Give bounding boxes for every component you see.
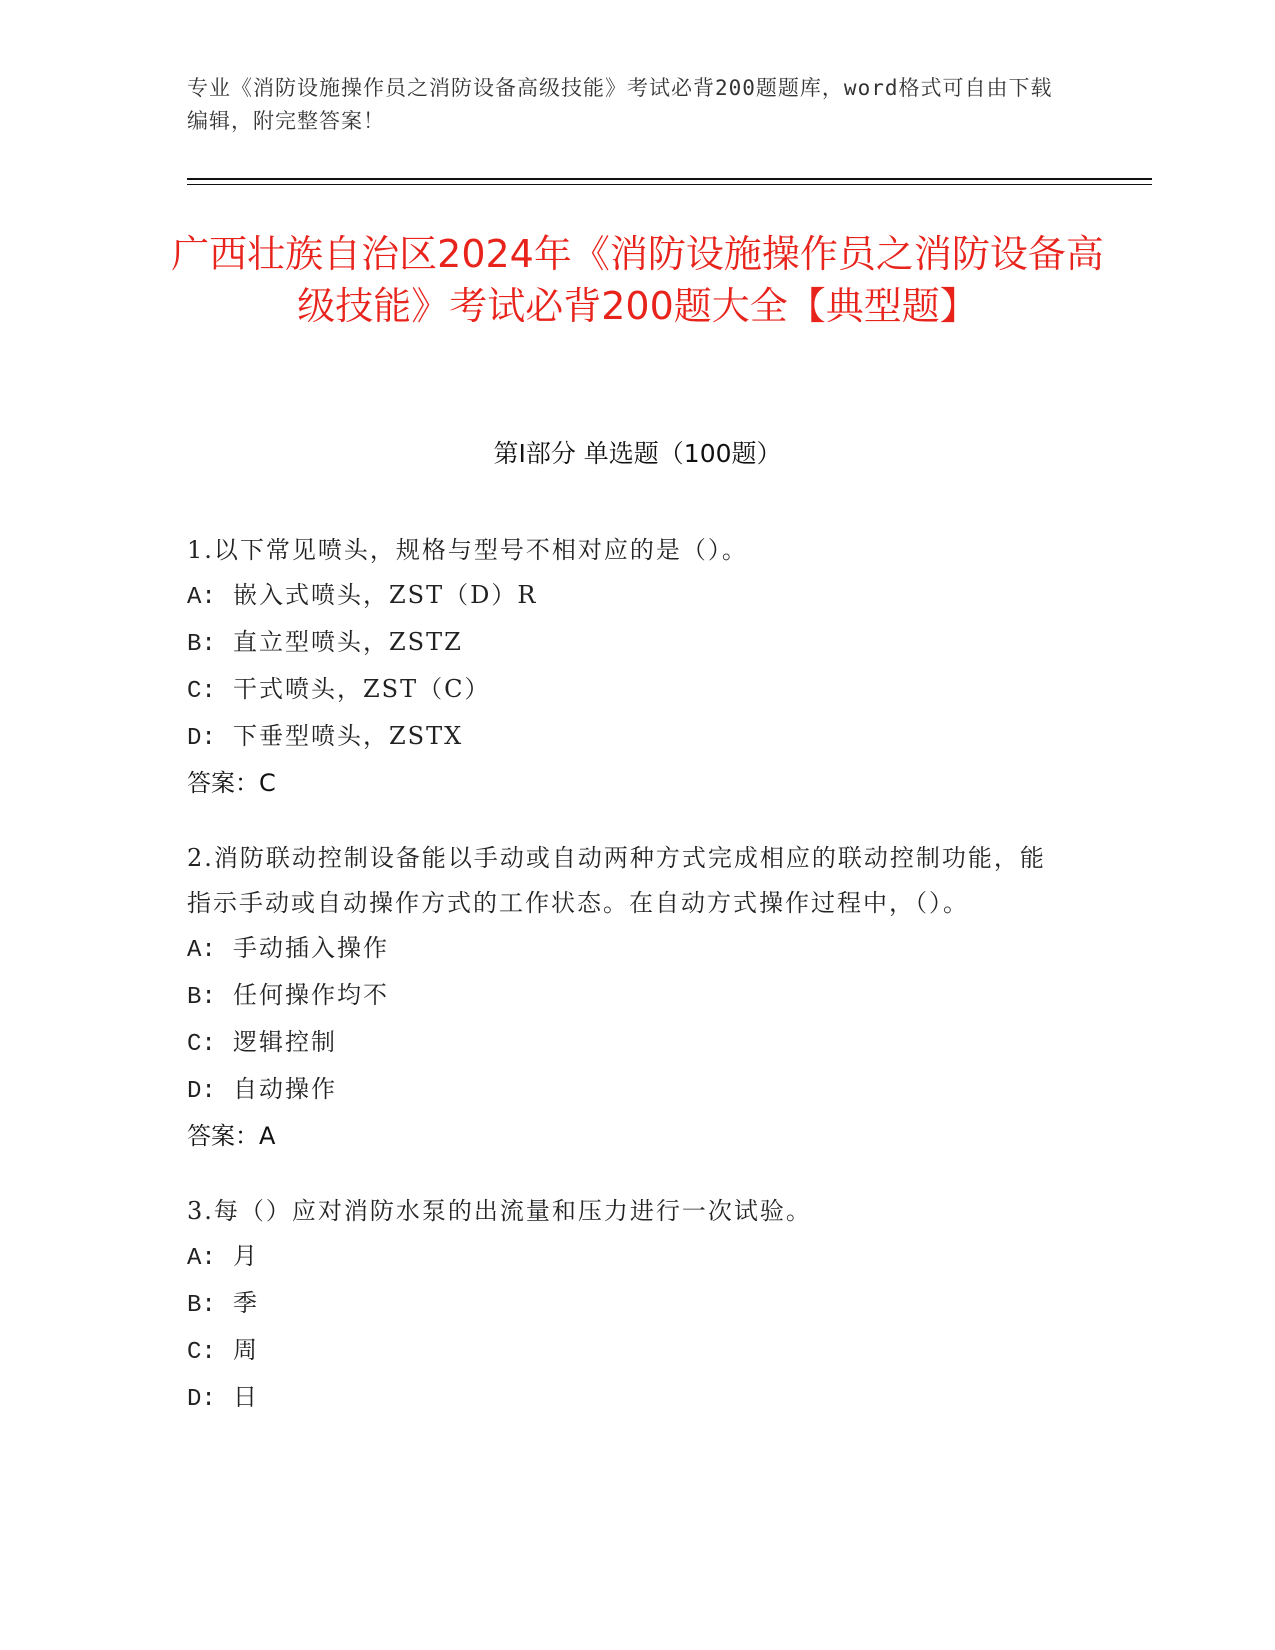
option-text: 自动操作 — [233, 1075, 337, 1103]
question-stem: 2.消防联动控制设备能以手动或自动两种方式完成相应的联动控制功能，能指示手动或自动操作方式的工作状态。在自动方式操作过程中，（）。 — [187, 844, 1046, 917]
option-text: 下垂型喷头，ZSTX — [233, 722, 464, 750]
answer: 答案：C — [187, 769, 276, 797]
option-text: 任何操作均不 — [233, 981, 389, 1009]
option-c — [187, 1020, 1067, 1067]
option-text: 月 — [233, 1242, 259, 1270]
option-text: 逻辑控制 — [233, 1028, 337, 1056]
option-b — [187, 973, 1067, 1020]
option-key: B: — [187, 631, 216, 658]
option-key: C: — [187, 1339, 216, 1366]
option-b — [187, 620, 1067, 667]
option-key: D: — [187, 1078, 216, 1105]
option-key: B: — [187, 1292, 216, 1319]
question-1 — [187, 528, 1067, 806]
header-note: 专业《消防设施操作员之消防设备高级技能》考试必背200题题库，word格式可自由下载编辑，附完整答案！ — [187, 76, 1053, 133]
option-key: A: — [187, 1245, 216, 1272]
question-list — [187, 528, 1067, 1452]
section-heading: 第Ⅰ部分 单选题（100题） — [493, 439, 782, 468]
header-divider-thick — [187, 178, 1152, 180]
option-b — [187, 1281, 1067, 1328]
option-d — [187, 714, 1067, 761]
option-a — [187, 573, 1067, 620]
document-title: 广西壮族自治区2024年《消防设施操作员之消防设备高级技能》考试必背200题大全【典型题】 — [171, 232, 1104, 328]
header-divider-thin — [187, 184, 1152, 185]
option-key: A: — [187, 584, 216, 611]
option-text: 直立型喷头，ZSTZ — [233, 628, 463, 656]
option-text: 季 — [233, 1289, 259, 1317]
option-d — [187, 1375, 1067, 1422]
option-d — [187, 1067, 1067, 1114]
option-c — [187, 1328, 1067, 1375]
option-key: A: — [187, 937, 216, 964]
option-key: C: — [187, 678, 216, 705]
option-text: 周 — [233, 1336, 259, 1364]
question-stem: 1.以下常见喷头，规格与型号不相对应的是（）。 — [187, 536, 748, 564]
option-a — [187, 926, 1067, 973]
answer: 答案：A — [187, 1122, 276, 1150]
option-a — [187, 1234, 1067, 1281]
option-text: 手动插入操作 — [233, 934, 389, 962]
option-text: 日 — [233, 1383, 259, 1411]
option-key: B: — [187, 984, 216, 1011]
option-text: 干式喷头，ZST（C） — [233, 675, 491, 703]
option-text: 嵌入式喷头，ZST（D）R — [233, 581, 538, 609]
option-key: D: — [187, 1386, 216, 1413]
option-c — [187, 667, 1067, 714]
question-2 — [187, 836, 1067, 1159]
option-key: C: — [187, 1031, 216, 1058]
option-key: D: — [187, 725, 216, 752]
question-stem: 3.每（）应对消防水泵的出流量和压力进行一次试验。 — [187, 1197, 812, 1225]
question-3 — [187, 1189, 1067, 1422]
